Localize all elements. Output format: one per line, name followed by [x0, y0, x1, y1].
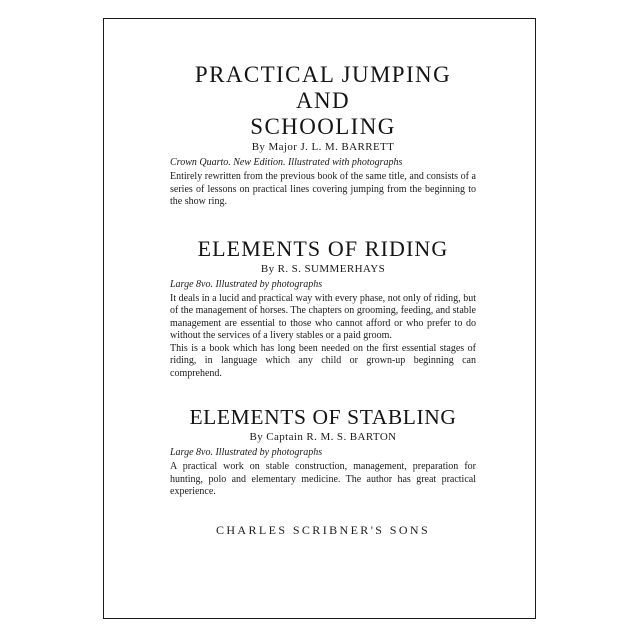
book-author: By R. S. SUMMERHAYS [260, 262, 386, 275]
book-entry-elements-of-stabling [170, 404, 476, 499]
book-entry-elements-of-riding [170, 236, 476, 381]
book-author: By Major J. L. M. BARRETT [251, 141, 395, 153]
book-title-line-2: SCHOOLING [250, 114, 396, 139]
book-edition: Crown Quarto. New Edition. Illustrated with photographs [170, 157, 403, 168]
book-title: ELEMENTS OF RIDING [197, 235, 449, 261]
book-description: Entirely rewritten from the previous book of the same title, and consists of a series of lessons on practical lines covering jumping from the beginning to the show ring. [170, 171, 476, 207]
book-description-continued: This is a book which has long been needed on the first essential stages of riding, in language which any child or grown-up beginning can comprehend. [170, 342, 476, 379]
publisher-name: CHARLES SCRIBNER'S SONS [215, 522, 431, 537]
book-title [170, 62, 476, 140]
book-title-line-1: PRACTICAL JUMPING AND [194, 62, 452, 113]
book-edition: Large 8vo. Illustrated by photographs [170, 447, 323, 458]
book-description: A practical work on stable construction, management, preparation for hunting, polo and elementary medicine. The author has great practical experience. [170, 461, 476, 497]
book-author: By Captain R. M. S. BARTON [249, 431, 397, 443]
book-edition: Large 8vo. Illustrated by photographs [170, 278, 323, 290]
advertisement-page [170, 62, 476, 538]
book-description: It deals in a lucid and practical way with every phase, not only of riding, but of the management of horses. The chapters on grooming, feeding, and stable management are essential to those who cannot afford or who prefer to do without the services of a livery stables or a paid groom. [170, 292, 476, 341]
book-entry-practical-jumping [170, 62, 476, 209]
book-title: ELEMENTS OF STABLING [189, 405, 457, 429]
